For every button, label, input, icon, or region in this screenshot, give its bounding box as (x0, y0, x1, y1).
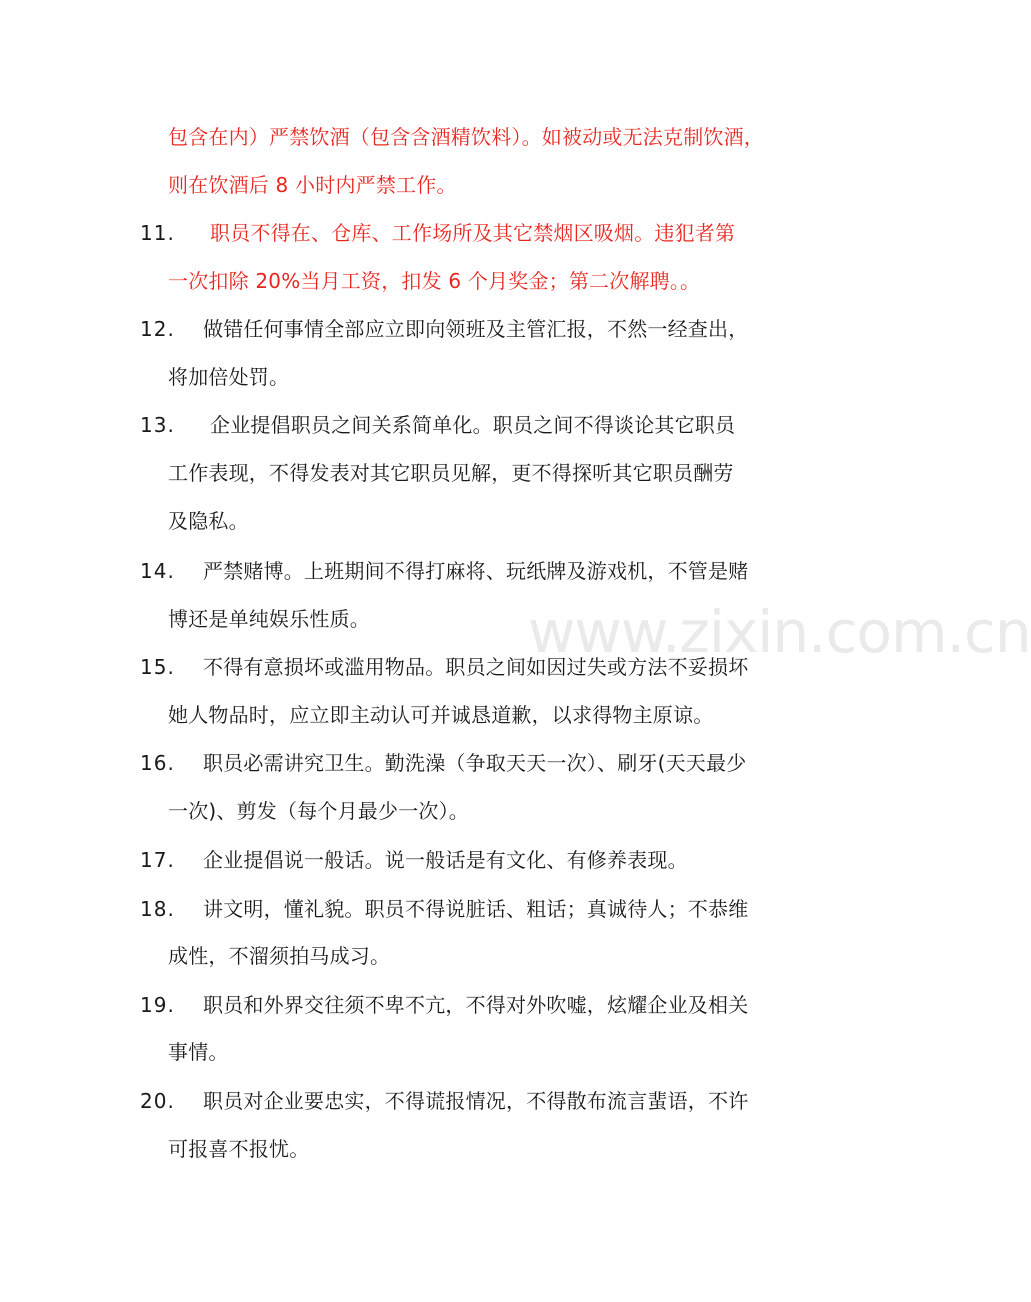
item-18-line-2: 成性，不溜须拍马成习。 (168, 944, 391, 968)
item-19-number: 19. (140, 993, 175, 1017)
continuation-line-2: 则在饮酒后 8 小时内严禁工作。 (168, 173, 457, 197)
item-20-line-1: 职员对企业要忠实，不得谎报情况，不得散布流言蜚语，不许 (203, 1089, 749, 1113)
item-11-line-2: 一次扣除 20%当月工资，扣发 6 个月奖金；第二次解聘。。 (168, 269, 701, 293)
item-11-number: 11. (140, 221, 175, 245)
item-14-number: 14. (140, 559, 175, 583)
item-15-line-2: 她人物品时，应立即主动认可并诚恳道歉，以求得物主原谅。 (168, 703, 714, 727)
continuation-line-1: 包含在内）严禁饮酒（包含含酒精饮料）。如被动或无法克制饮酒， (168, 125, 764, 149)
item-12-number: 12. (140, 317, 175, 341)
item-12-line-1: 做错任何事情全部应立即向领班及主管汇报，不然一经查出， (203, 317, 749, 341)
item-15-number: 15. (140, 655, 175, 679)
item-16-line-1: 职员必需讲究卫生。勤洗澡（争取天天一次）、刷牙(天天最少 (203, 751, 747, 775)
item-12-line-2: 将加倍处罚。 (168, 365, 290, 389)
item-18-number: 18. (140, 897, 175, 921)
item-20-number: 20. (140, 1089, 175, 1113)
item-14-line-1: 严禁赌博。上班期间不得打麻将、玩纸牌及游戏机，不管是赌 (203, 559, 749, 583)
item-15-line-1: 不得有意损坏或滥用物品。职员之间如因过失或方法不妥损坏 (203, 655, 749, 679)
item-17-number: 17. (140, 848, 175, 872)
watermark: www.zixin.com.cn (528, 598, 1031, 666)
item-13-line-2: 工作表现，不得发表对其它职员见解，更不得探听其它职员酬劳 (168, 461, 734, 485)
item-20-line-2: 可报喜不报忧。 (168, 1137, 310, 1161)
item-19-line-1: 职员和外界交往须不卑不亢，不得对外吹嘘，炫耀企业及相关 (203, 993, 749, 1017)
item-16-number: 16. (140, 751, 175, 775)
item-17-line-1: 企业提倡说一般话。说一般话是有文化、有修养表现。 (203, 848, 688, 872)
item-19-line-2: 事情。 (168, 1040, 229, 1064)
item-13-line-1: 企业提倡职员之间关系简单化。职员之间不得谈论其它职员 (210, 413, 736, 437)
item-14-line-2: 博还是单纯娱乐性质。 (168, 607, 370, 631)
item-11-line-1: 职员不得在、仓库、工作场所及其它禁烟区吸烟。违犯者第 (210, 221, 736, 245)
item-18-line-1: 讲文明，懂礼貌。职员不得说脏话、粗话；真诚待人；不恭维 (203, 897, 749, 921)
item-13-number: 13. (140, 413, 175, 437)
item-13-line-3: 及隐私。 (168, 509, 249, 533)
item-16-line-2: 一次)、剪发（每个月最少一次）。 (168, 799, 470, 823)
